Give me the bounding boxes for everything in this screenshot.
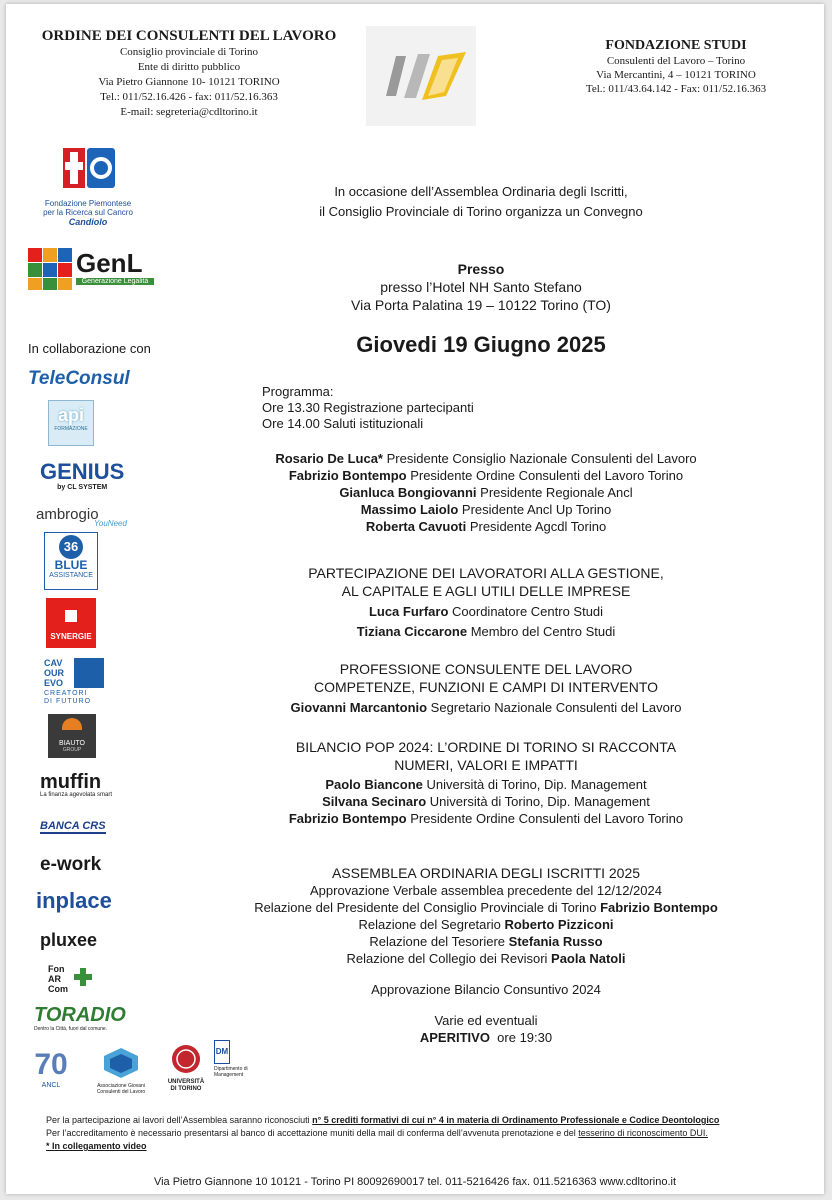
cavour-line: CAV (44, 658, 63, 668)
speaker-row (236, 776, 736, 793)
genius-name: GENIUS (40, 459, 125, 484)
agcl-hexagon-icon (104, 1048, 138, 1078)
speaker-name: Massimo Laiolo (360, 502, 459, 517)
speaker-row (236, 484, 736, 501)
assembly-line (236, 916, 736, 933)
fpr-logo-icon (57, 144, 119, 194)
assembly-line: Approvazione Verbale assemblea precedente del 12/12/2024 (310, 883, 662, 898)
cavour-text (44, 658, 72, 688)
assembly-text: Relazione del Collegio dei Revisori (346, 951, 552, 966)
speaker-row (236, 810, 736, 827)
footnote-accreditation (46, 1127, 806, 1140)
venue-hotel: presso l’Hotel NH Santo Stefano (380, 279, 582, 295)
header-fondazione (566, 38, 786, 96)
section-title: AL CAPITALE E AGLI UTILI DELLE IMPRESE (341, 583, 631, 599)
speaker-name: Fabrizio Bontempo (288, 468, 407, 483)
speaker-name: Roberta Cavuoti (365, 519, 467, 534)
section-title: PROFESSIONE CONSULENTE DEL LAVORO (339, 661, 633, 677)
logo-apiform (48, 400, 94, 446)
footnote-dui: tesserino di riconoscimento DUI. (578, 1128, 708, 1138)
assembly-line: Approvazione Bilancio Consuntivo 2024 (371, 982, 601, 997)
muffin-name: muffin (40, 771, 102, 793)
speaker-name: Giovanni Marcantonio (290, 700, 428, 715)
section-title: ASSEMBLEA ORDINARIA DEGLI ISCRITTI 2025 (331, 865, 641, 881)
footnote-credits (46, 1114, 806, 1127)
assembly-name: Roberto Pizziconi (504, 917, 614, 932)
fonarcom-plus-icon (74, 968, 92, 986)
fpr-name-2: per la Ricerca sul Cancro (43, 208, 133, 217)
footnote-video-text: * In collegamento video (46, 1141, 147, 1151)
cavour-line: OUR (44, 668, 64, 678)
assembly-line (236, 950, 736, 967)
assembly-name: Stefania Russo (508, 934, 603, 949)
page-footer: Via Pietro Giannone 10 10121 - Torino PI 80092690017 tel. 011-5216426 fax. 011.5216363 www.cdltorino.it (153, 1176, 677, 1188)
section-title: PARTECIPAZIONE DEI LAVORATORI ALLA GESTIONE, (308, 565, 664, 581)
logo-teleconsul: TeleConsul (28, 368, 130, 389)
speaker-role: Università di Torino, Dip. Management (422, 777, 647, 792)
aperitivo-line (236, 1029, 736, 1046)
section-assemblea (236, 864, 736, 1046)
program-item: Ore 14.00 Saluti istituzionali (262, 416, 424, 431)
logo-blue-assistance (44, 532, 98, 590)
fondazione-title: FONDAZIONE STUDI (605, 38, 747, 53)
logo-ambrogio (36, 506, 127, 528)
fondazione-line: Consulenti del Lavoro – Torino (606, 55, 746, 67)
ordine-address: Via Pietro Giannone 10- 10121 TORINO (98, 76, 280, 88)
assembly-line: Varie ed eventuali (434, 1013, 538, 1028)
unito-line: UNIVERSITÀ (167, 1079, 205, 1085)
speaker-role: Presidente Agcdl Torino (466, 519, 607, 534)
program-item: Ore 13.30 Registrazione partecipanti (262, 400, 474, 415)
speaker-row (236, 793, 736, 810)
footnotes (46, 1114, 806, 1153)
footnote-video (46, 1140, 806, 1153)
fondazione-address: Via Mercantini, 4 – 10121 TORINO (596, 69, 756, 81)
speaker-role: Segretario Nazionale Consulenti del Lavoro (427, 700, 682, 715)
program (262, 384, 474, 432)
blue-name: BLUE (54, 558, 88, 572)
genl-tag: Generazione Legalità (76, 278, 154, 285)
section-professione (236, 660, 736, 717)
ancl-70-mark: 70 (34, 1048, 68, 1081)
cavour-line: EVO (44, 678, 64, 688)
logo-unito (164, 1044, 208, 1093)
genl-name: GenL (76, 248, 143, 278)
biauto-name: BIAUTO (59, 740, 85, 747)
speaker-role: Membro del Centro Studi (467, 624, 616, 639)
intro-line: In occasione dell’Assemblea Ordinaria degli Iscritti, (334, 184, 628, 199)
agcl-line: Associazione Giovani (97, 1083, 145, 1089)
speaker-role: Presidente Regionale Ancl (476, 485, 633, 500)
assembly-name: Paola Natoli (551, 951, 626, 966)
agcl-line: Consulenti del Lavoro (96, 1089, 146, 1095)
dm-mark: DM (214, 1040, 230, 1064)
cavour-sub-line: CREATORI (44, 690, 88, 697)
apiform-label: FORMAZIONE (54, 426, 88, 432)
section-bilancio (236, 738, 736, 827)
assembly-text: Relazione del Tesoriere (369, 934, 509, 949)
assembly-line (236, 933, 736, 950)
logo-banca-crs: BANCA CRS (40, 820, 106, 832)
speaker-row (236, 699, 736, 717)
event-date: Giovedi 19 Giugno 2025 (356, 332, 606, 357)
footnote-credits-highlight: n° 5 crediti formativi di cui n° 4 in materia di Ordinamento Professionale e Codice Deontologico (312, 1115, 720, 1125)
biauto-sub: GROUP (62, 747, 82, 753)
assembly-line (236, 899, 736, 916)
assembly-text: Relazione del Segretario (358, 917, 505, 932)
document-page (6, 4, 824, 1194)
logo-biauto (48, 714, 96, 758)
speaker-role: Presidente Ancl Up Torino (458, 502, 612, 517)
assembly-name: Fabrizio Bontempo (600, 900, 718, 915)
footnote-text: Per l’accreditamento è necessario presentarsi al banco di accettazione muniti della mail di conferma dell’avvenuta prenotazione e del (46, 1128, 579, 1138)
speaker-row (236, 501, 736, 518)
intro-text (246, 182, 716, 222)
section-partecipazione (236, 564, 736, 641)
ordine-line: Ente di diritto pubblico (137, 61, 241, 73)
section-title: COMPETENZE, FUNZIONI E CAMPI DI INTERVENTO (313, 679, 659, 695)
logo-pluxee: pluxee (40, 930, 98, 950)
logo-cavour (44, 658, 106, 706)
synergie-name: SYNERGIE (50, 632, 92, 641)
speaker-role: Coordinatore Centro Studi (448, 604, 604, 619)
ordine-title: ORDINE DEI CONSULENTI DEL LAVORO (41, 28, 337, 44)
fpr-name-1: Fondazione Piemontese (44, 199, 132, 208)
cavour-block-icon (74, 658, 104, 688)
speaker-name: Tiziana Ciccarone (356, 624, 468, 639)
greetings-list (236, 450, 736, 535)
cavour-sub (44, 690, 91, 706)
genl-mosaic-icon (28, 248, 74, 290)
logo-genl (28, 248, 158, 290)
speaker-row (236, 467, 736, 484)
ancl-name: ANCL (41, 1082, 61, 1089)
speaker-role: Presidente Consiglio Nazionale Consulenti del Lavoro (383, 451, 697, 466)
logo-synergie (46, 598, 96, 648)
logo-inplace: inplace (36, 888, 112, 913)
apiform-mark: api (57, 405, 84, 425)
speaker-name: Gianluca Bongiovanni (339, 485, 477, 500)
biauto-arc-icon (62, 718, 82, 730)
logo-agcl (86, 1048, 156, 1095)
dm-line: Management (214, 1072, 244, 1078)
aperitivo-time: ore 19:30 (489, 1030, 553, 1045)
speaker-name: Silvana Secinaro (322, 794, 427, 809)
logo-fonarcom (48, 964, 94, 1000)
logo-fpr (28, 144, 148, 227)
aperitivo-label: APERITIVO (419, 1030, 490, 1045)
speaker-role: Presidente Ordine Consulenti del Lavoro Torino (406, 811, 684, 826)
blue-sub: ASSISTANCE (49, 572, 93, 579)
logo-genius (40, 460, 124, 491)
collab-label: In collaborazione con (28, 341, 151, 356)
assembly-text: Relazione del Presidente del Consiglio Provinciale di Torino (254, 900, 601, 915)
toradio-name: TORADIO (34, 1004, 126, 1026)
ambrogio-sub: YouNeed (94, 519, 127, 528)
speaker-role: Presidente Ordine Consulenti del Lavoro Torino (406, 468, 684, 483)
section-title: BILANCIO POP 2024: L’ORDINE DI TORINO SI RACCONTA (295, 739, 677, 755)
unito-line: DI TORINO (170, 1086, 202, 1092)
logo-muffin (40, 772, 112, 798)
footnote-text: Per la partecipazione ai lavori dell’Assemblea saranno riconosciuti (46, 1115, 313, 1125)
logo-toradio (34, 1004, 126, 1032)
logo-ancl (22, 1048, 80, 1100)
speaker-name: Paolo Biancone (325, 777, 423, 792)
speaker-name: Rosario De Luca* (275, 451, 383, 466)
ambrogio-name: ambrogio (36, 506, 99, 523)
header-ordine (24, 28, 354, 120)
speaker-row (236, 603, 736, 621)
venue-title: Presso (457, 261, 505, 277)
blue-assistance-icon: 36 (59, 535, 83, 559)
speaker-row (236, 518, 736, 535)
speaker-name: Luca Furfaro (368, 604, 449, 619)
speaker-row (236, 450, 736, 467)
section-title: NUMERI, VALORI E IMPATTI (394, 757, 578, 773)
synergie-square-icon (65, 610, 77, 622)
fpr-name-3: Candiolo (68, 217, 108, 227)
unito-seal-icon (171, 1044, 201, 1074)
intro-line: il Consiglio Provinciale di Torino organizza un Convegno (319, 204, 643, 219)
program-title: Programma: (262, 384, 334, 399)
toradio-sub: Dentro la Città, fuori dal comune. (34, 1026, 108, 1032)
fondazione-phone: Tel.: 011/43.64.142 - Fax: 011/52.16.363 (585, 83, 767, 95)
speaker-row (236, 623, 736, 641)
ordine-email: E-mail: segreteria@cdltorino.it (120, 106, 258, 118)
center-logo-icon (366, 26, 476, 126)
speaker-role: Università di Torino, Dip. Management (426, 794, 650, 809)
genius-sub: by CL SYSTEM (57, 484, 108, 491)
venue (246, 260, 716, 314)
fonarcom-name: Fon AR Com (48, 964, 68, 994)
muffin-sub: La finanza agevolata smart (40, 792, 113, 798)
venue-address: Via Porta Palatina 19 – 10122 Torino (TO) (351, 297, 611, 313)
logo-ework: e-work (40, 854, 102, 875)
ordine-line: Consiglio provinciale di Torino (119, 46, 259, 58)
dm-line: Dipartimento di (214, 1066, 248, 1072)
speaker-name: Fabrizio Bontempo (288, 811, 407, 826)
cavour-sub-line: DI FUTURO (44, 698, 92, 705)
ordine-phone: Tel.: 011/52.16.426 - fax: 011/52.16.363 (100, 91, 278, 103)
